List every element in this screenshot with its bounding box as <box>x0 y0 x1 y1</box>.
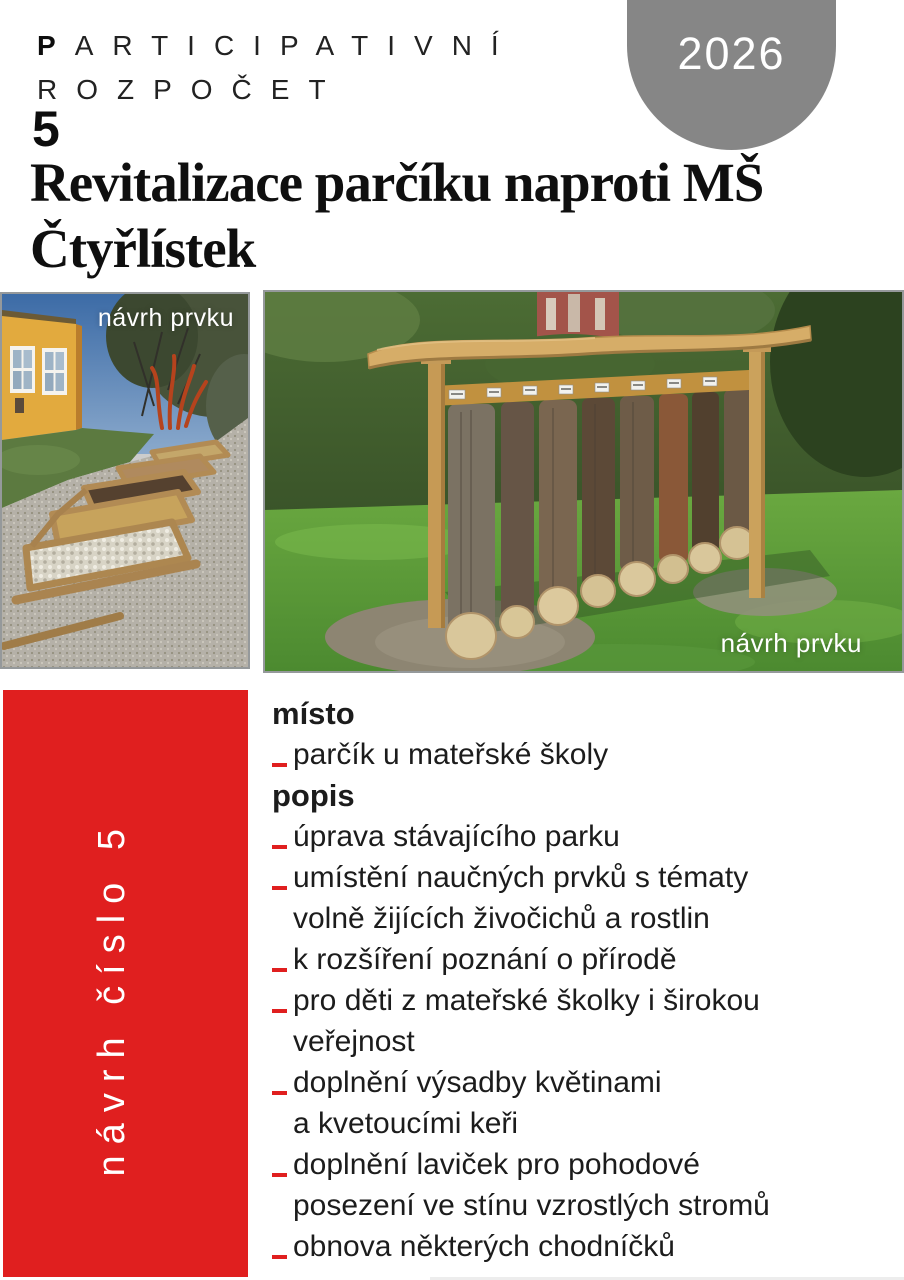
list-item <box>272 939 897 980</box>
bullet-dash-icon <box>272 763 287 767</box>
description-section <box>272 693 897 1267</box>
bullet-dash-icon <box>272 968 287 972</box>
bullet-dash-icon <box>272 845 287 849</box>
list-item-text: doplnění laviček pro pohodové posezení ve stínu vzrostlých stromů <box>293 1148 770 1222</box>
bullet-dash-icon <box>272 1255 287 1259</box>
brand-line-1: PARTICIPATIVNÍ <box>37 30 518 61</box>
page-title: Revitalizace parčíku naproti MŠ Čtyřlístek <box>30 152 764 279</box>
proposal-number: 5 <box>32 101 60 157</box>
bullet-dash-icon <box>272 1173 287 1177</box>
year-badge <box>627 0 836 150</box>
bullet-dash-icon <box>272 1009 287 1013</box>
list-item <box>272 816 897 857</box>
list-item <box>272 857 897 939</box>
list-item-text: doplnění výsadby květinami a kvetoucími keři <box>293 1066 662 1140</box>
year-badge-label: 2026 <box>677 28 786 79</box>
list-item <box>272 1062 897 1144</box>
window <box>42 348 67 395</box>
section-heading: popis <box>272 778 355 813</box>
list-item <box>272 1226 897 1267</box>
proposal-banner-label: návrh číslo 5 <box>91 818 133 1177</box>
photo-sensory-path <box>0 292 250 669</box>
brand-initial-p: P <box>37 30 75 61</box>
list-item <box>272 1144 897 1226</box>
bullet-dash-icon <box>272 1091 287 1095</box>
photo-caption: návrh prvku <box>97 304 234 332</box>
list-item <box>272 980 897 1062</box>
list-item-text: k rozšíření poznání o přírodě <box>293 943 677 976</box>
photo-caption: návrh prvku <box>720 628 862 658</box>
brand-wordmark <box>37 24 518 112</box>
log-display-illustration <box>265 292 902 671</box>
list-item-text: parčík u mateřské školy <box>293 738 609 771</box>
sensory-path-illustration <box>2 294 248 667</box>
list-item <box>272 734 897 775</box>
bullet-dash-icon <box>272 886 287 890</box>
brand-line-2: ROZPOČET <box>37 74 345 105</box>
list-item-text: úprava stávajícího parku <box>293 820 620 853</box>
list-item-text: obnova některých chodníčků <box>293 1230 675 1263</box>
yellow-building <box>2 310 82 440</box>
photo-log-display <box>263 290 904 673</box>
proposal-banner <box>3 690 248 1277</box>
section-heading: místo <box>272 696 355 731</box>
list-item-text: pro děti z mateřské školky i širokou veřejnost <box>293 984 760 1058</box>
list-item-text: umístění naučných prvků s tématy volně žijících živočichů a rostlin <box>293 861 749 935</box>
window <box>10 346 35 393</box>
